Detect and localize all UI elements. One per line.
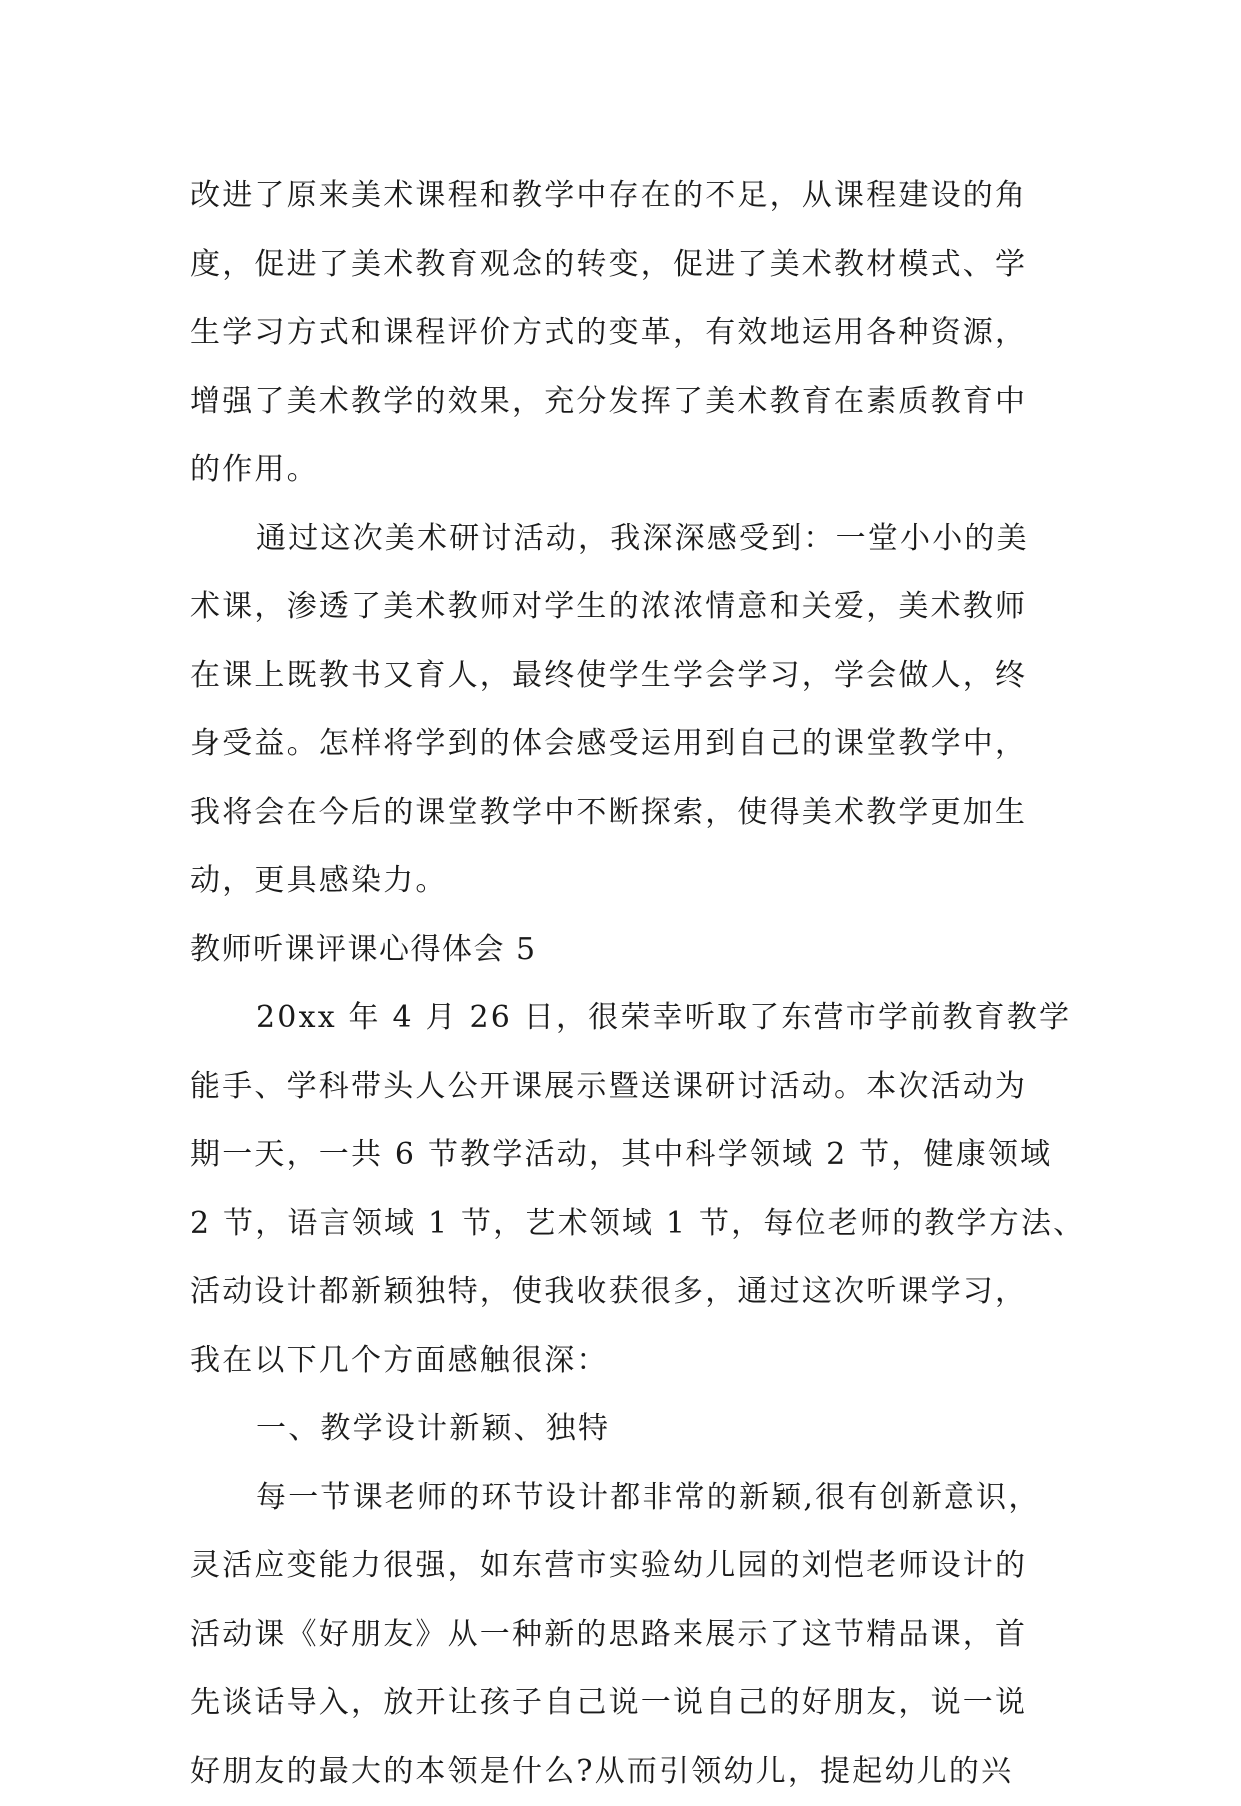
- text-line: 灵活应变能力很强，如东营市实验幼儿园的刘恺老师设计的: [190, 1532, 1070, 1601]
- text-line: 活动设计都新颖独特，使我收获很多，通过这次听课学习，: [190, 1258, 1070, 1327]
- text-line: 每一节课老师的环节设计都非常的新颖,很有创新意识，: [190, 1464, 1070, 1533]
- text-line: 通过这次美术研讨活动，我深深感受到：一堂小小的美: [190, 505, 1070, 574]
- text-line: 生学习方式和课程评价方式的变革，有效地运用各种资源，: [190, 299, 1070, 368]
- text-line: 先谈话导入，放开让孩子自己说一说自己的好朋友，说一说: [190, 1669, 1070, 1738]
- text-line: 我在以下几个方面感触很深：: [190, 1327, 1070, 1396]
- text-line: 好朋友的最大的本领是什么?从而引领幼儿，提起幼儿的兴: [190, 1738, 1070, 1806]
- text-line: 动，更具感染力。: [190, 847, 1070, 916]
- text-line: 20xx 年 4 月 26 日，很荣幸听取了东营市学前教育教学: [190, 984, 1070, 1053]
- section-heading: 教师听课评课心得体会 5: [190, 916, 1070, 985]
- text-line: 的作用。: [190, 436, 1070, 505]
- text-line: 一、教学设计新颖、独特: [190, 1395, 1070, 1464]
- document-body: [190, 162, 1070, 1806]
- text-line: 活动课《好朋友》从一种新的思路来展示了这节精品课，首: [190, 1601, 1070, 1670]
- text-line: 期一天，一共 6 节教学活动，其中科学领域 2 节，健康领域: [190, 1121, 1070, 1190]
- text-line: 身受益。怎样将学到的体会感受运用到自己的课堂教学中，: [190, 710, 1070, 779]
- text-line: 改进了原来美术课程和教学中存在的不足，从课程建设的角: [190, 162, 1070, 231]
- text-line: 术课，渗透了美术教师对学生的浓浓情意和关爱，美术教师: [190, 573, 1070, 642]
- text-line: 2 节，语言领域 1 节，艺术领域 1 节，每位老师的教学方法、: [190, 1190, 1070, 1259]
- text-line: 我将会在今后的课堂教学中不断探索，使得美术教学更加生: [190, 779, 1070, 848]
- text-line: 度，促进了美术教育观念的转变，促进了美术教材模式、学: [190, 231, 1070, 300]
- text-line: 能手、学科带头人公开课展示暨送课研讨活动。本次活动为: [190, 1053, 1070, 1122]
- text-line: 增强了美术教学的效果，充分发挥了美术教育在素质教育中: [190, 368, 1070, 437]
- text-line: 在课上既教书又育人，最终使学生学会学习，学会做人，终: [190, 642, 1070, 711]
